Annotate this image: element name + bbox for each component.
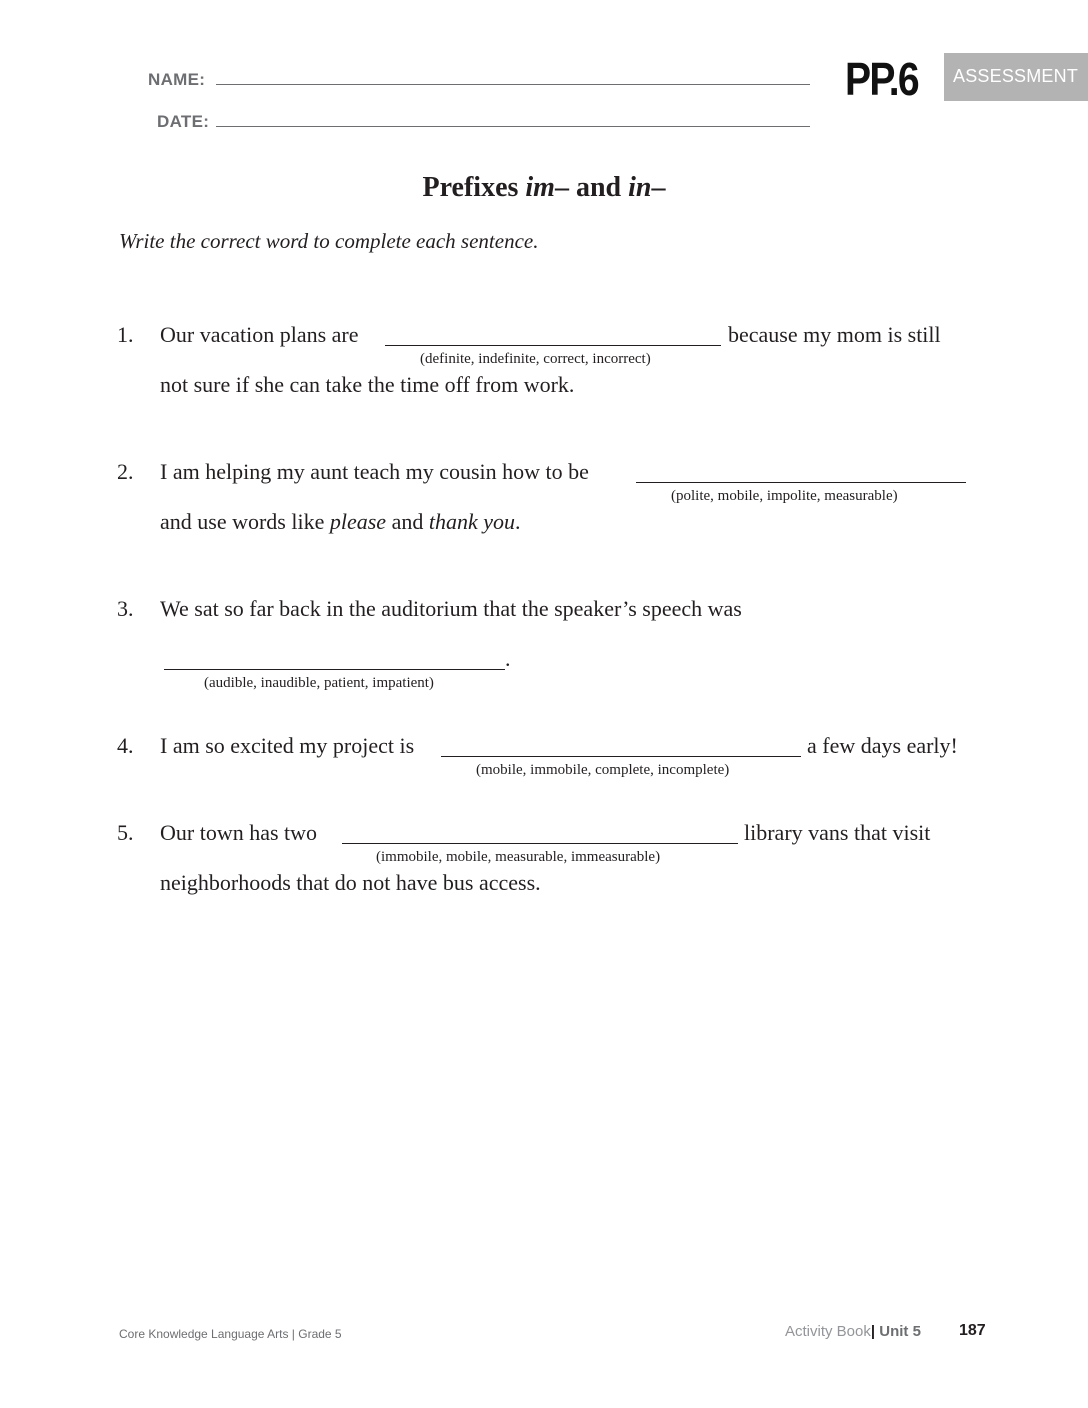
text-please: please [329, 509, 387, 534]
title-dash: – [651, 172, 666, 203]
date-label: DATE: [157, 112, 210, 131]
question-text: We sat so far back in the auditorium that the speaker’s speech was [160, 596, 742, 621]
answer-choices: (polite, mobile, impolite, measurable) [671, 488, 898, 504]
answer-blank-1[interactable] [385, 345, 721, 346]
answer-blank-2[interactable] [636, 482, 966, 483]
title-mid: – and [554, 172, 629, 203]
footer-book: Activity Book [785, 1323, 871, 1340]
question-text: I am helping my aunt teach my cousin how to be [160, 459, 589, 484]
footer-separator: | [870, 1323, 876, 1340]
footer-unit: Unit 5 [875, 1323, 921, 1340]
answer-choices: (mobile, immobile, complete, incomplete) [476, 762, 730, 778]
text-part: and use words like [160, 509, 330, 534]
text-thank-you: thank you [428, 509, 515, 534]
page-number: 187 [959, 1322, 986, 1339]
question-text: Our vacation plans are [160, 322, 359, 347]
question-number: 5. [117, 820, 134, 845]
text-part: . [514, 509, 521, 534]
assessment-tag: ASSESSMENT [944, 53, 1088, 101]
question-text: I am so excited my project is [160, 733, 415, 758]
question-text-continued [160, 509, 520, 535]
date-field[interactable] [216, 126, 810, 127]
question-text-continued: not sure if she can take the time off from work. [160, 372, 575, 397]
text-part: and [386, 509, 429, 534]
footer-book-info [785, 1323, 921, 1340]
page-title [0, 172, 1088, 204]
question-text-after: . [505, 646, 511, 671]
footer-series: Core Knowledge Language Arts | Grade 5 [119, 1327, 342, 1341]
question-text-after: a few days early! [807, 733, 958, 758]
question-number: 2. [117, 459, 134, 484]
title-in: in [628, 172, 652, 203]
instructions: Write the correct word to complete each sentence. [119, 229, 539, 253]
question-text-continued: neighborhoods that do not have bus access. [160, 870, 541, 895]
name-field[interactable] [216, 84, 810, 85]
name-label: NAME: [148, 70, 206, 89]
worksheet-code: PP.6 [845, 53, 918, 105]
answer-blank-5[interactable] [342, 843, 738, 844]
answer-choices: (audible, inaudible, patient, impatient) [204, 675, 434, 691]
title-im: im [525, 172, 555, 203]
answer-blank-4[interactable] [441, 756, 801, 757]
question-text-after: library vans that visit [744, 820, 931, 845]
question-text: Our town has two [160, 820, 318, 845]
question-text-after: because my mom is still [728, 322, 941, 347]
question-number: 3. [117, 596, 134, 621]
answer-blank-3[interactable] [164, 669, 505, 670]
title-prefix: Prefixes [422, 172, 526, 203]
answer-choices: (immobile, mobile, measurable, immeasurable) [376, 849, 661, 865]
question-number: 4. [117, 733, 134, 758]
question-number: 1. [117, 322, 134, 347]
answer-choices: (definite, indefinite, correct, incorrect) [420, 351, 651, 367]
